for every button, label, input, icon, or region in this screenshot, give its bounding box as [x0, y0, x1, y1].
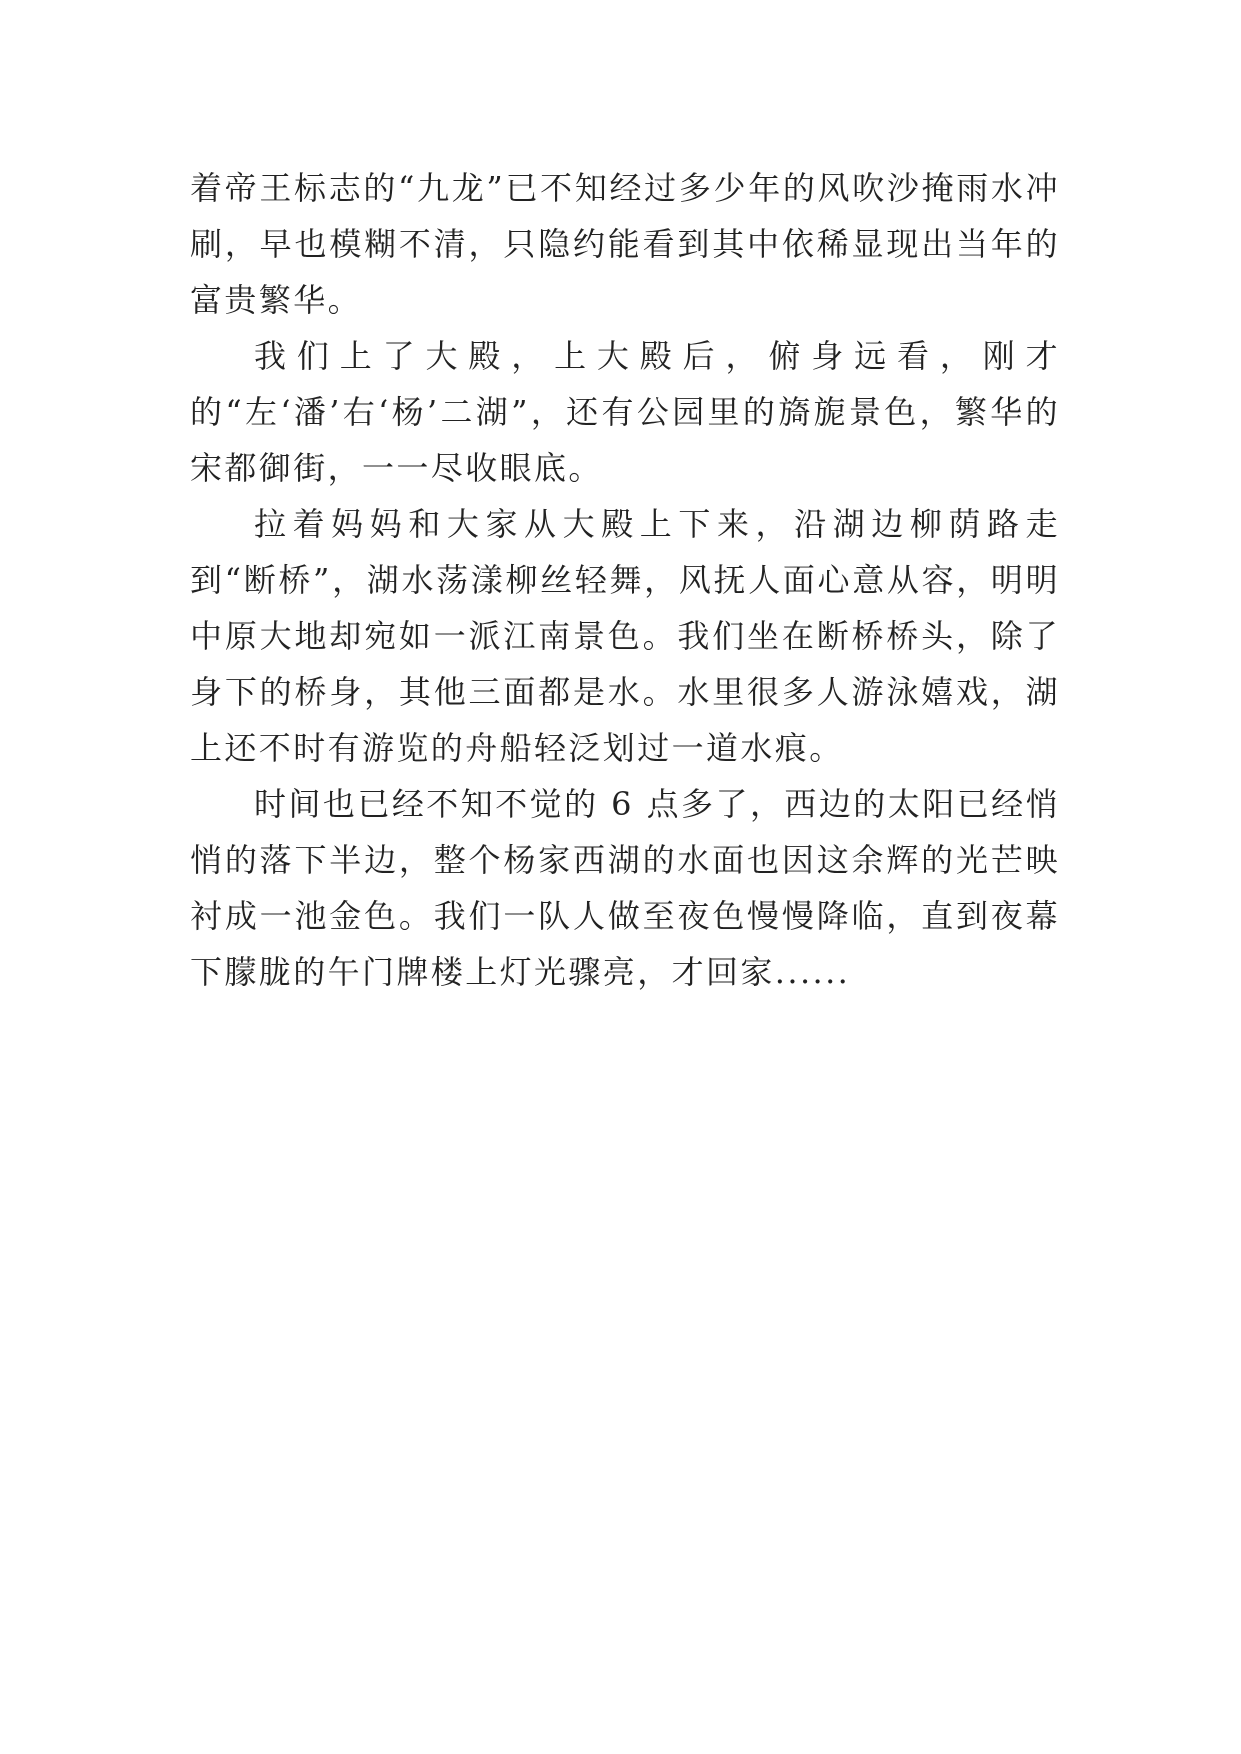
paragraph-broken-bridge: 拉着妈妈和大家从大殿上下来，沿湖边柳荫路走到“断桥”，湖水荡漾柳丝轻舞，风抚人面心意从容，明明中原大地却宛如一派江南景色。我们坐在断桥桥头，除了身下的桥身，其他三面都是水。水里很多人游泳嬉戏，湖上还不时有游览的舟船轻泛划过一道水痕。 [190, 505, 1060, 767]
body-text [190, 160, 1060, 1000]
paragraph-main-hall: 我们上了大殿，上大殿后，俯身远看，刚才的“左‘潘’右‘杨’二湖”，还有公园里的旖旎景色，繁华的宋都御街，一一尽收眼底。 [190, 337, 1060, 487]
paragraph-continuation: 着帝王标志的“九龙”已不知经过多少年的风吹沙掩雨水冲刷，早也模糊不清，只隐约能看到其中依稀显现出当年的富贵繁华。 [190, 169, 1060, 319]
paragraph-sunset: 时间也已经不知不觉的 6 点多了，西边的太阳已经悄悄的落下半边，整个杨家西湖的水面也因这余辉的光芒映衬成一池金色。我们一队人做至夜色慢慢降临，直到夜幕下朦胧的午门牌楼上灯光骤亮，才回家...... [190, 785, 1060, 991]
